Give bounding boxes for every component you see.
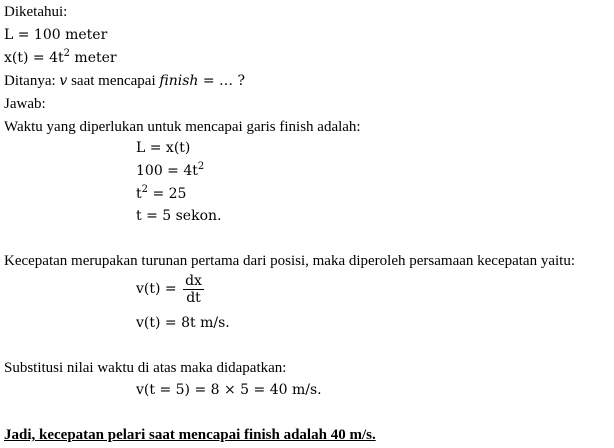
position-exponent: 2 — [63, 48, 70, 59]
asked-rest: = … ? — [198, 73, 246, 89]
velocity-lhs: v(t) = — [136, 281, 177, 297]
velocity-intro: Kecepatan merupakan turunan pertama dari posisi, maka diperoleh persamaan kecepatan yaitu: — [4, 253, 576, 269]
substitution-intro: Substitusi nilai waktu di atas maka didapatkan: — [4, 360, 287, 376]
answer-intro: Waktu yang diperlukan untuk mencapai garis finish adalah: — [4, 119, 361, 135]
step-1: L = x(t) — [136, 140, 191, 156]
step-2 — [136, 162, 204, 180]
asked-line — [4, 72, 245, 90]
asked-text: saat mencapai — [67, 73, 160, 89]
step-3-exponent: 2 — [141, 184, 149, 195]
step-3 — [136, 185, 186, 203]
derivative-numerator: dx — [185, 272, 202, 289]
position-expression: x(t) = 4t — [4, 50, 64, 66]
derivative-denominator: dt — [186, 289, 201, 306]
given-position — [4, 49, 117, 67]
velocity-result: v(t) = 8t m/s. — [136, 315, 230, 331]
step-3-rhs: = 25 — [148, 186, 187, 202]
given-label: Diketahui: — [4, 4, 68, 20]
conclusion: Jadi, kecepatan pelari saat mencapai finish adalah 40 m/s. — [4, 427, 376, 443]
step-4: t = 5 sekon. — [136, 208, 222, 224]
step-3-base: t — [136, 186, 142, 202]
substitution-result: v(t = 5) = 8 × 5 = 40 m/s. — [136, 382, 322, 398]
step-2-expression: 100 = 4t — [136, 163, 198, 179]
asked-label: Ditanya: — [4, 73, 60, 89]
asked-v-symbol: v — [59, 73, 68, 89]
answer-label: Jawab: — [4, 96, 46, 112]
step-2-exponent: 2 — [197, 161, 205, 172]
asked-finish: finish — [159, 73, 199, 89]
given-length: L = 100 meter — [4, 27, 108, 43]
derivative-fraction — [183, 273, 204, 306]
velocity-equation — [136, 272, 206, 306]
position-unit: meter — [69, 50, 117, 66]
